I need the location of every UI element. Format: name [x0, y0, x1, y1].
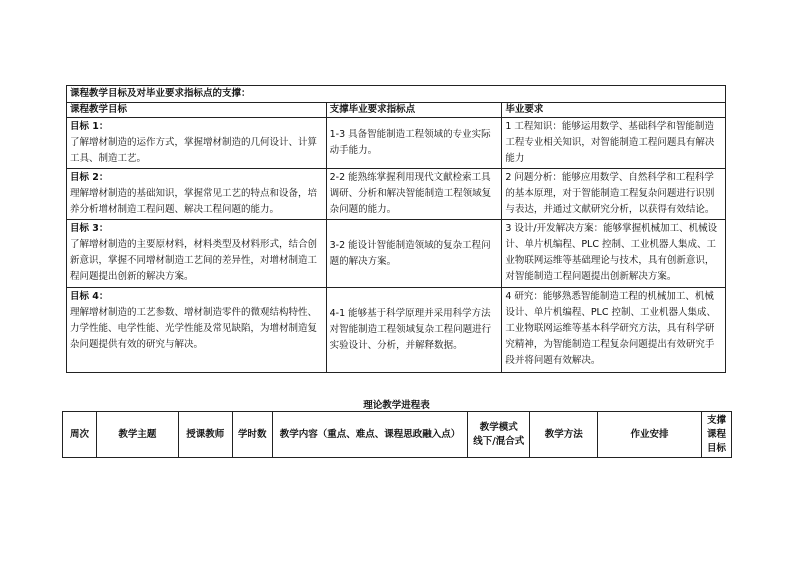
header-mode: 教学模式 线下/混合式	[468, 412, 530, 458]
goal-text: 了解增材制造的运作方式，掌握增材制造的几何设计、计算工具、制造工艺。	[70, 137, 318, 164]
goal-text: 了解增材制造的主要原材料，材料类型及材料形式，结合创新意识，掌握不同增材制造工艺间的差异性，对增材制造工程问题提出创新的解决方案。	[70, 239, 318, 282]
table-row	[67, 288, 726, 373]
schedule-title: 理论教学进程表	[363, 400, 430, 411]
schedule-table	[62, 411, 732, 458]
header-method: 教学方法	[530, 412, 598, 458]
goal-title: 目标 2：	[70, 172, 109, 183]
goal-title: 目标 4：	[70, 291, 109, 302]
goal-cell	[67, 288, 327, 373]
table-row	[67, 220, 726, 288]
table-caption: 课程教学目标及对毕业要求指标点的支撑：	[67, 86, 726, 103]
indicator-cell: 3-2 能设计智能制造领域的复杂工程问题的解决方案。	[326, 220, 502, 288]
indicator-cell: 1-3 具备智能制造工程领域的专业实际动手能力。	[326, 118, 502, 169]
header-teacher: 授课教师	[178, 412, 232, 458]
goal-cell	[67, 220, 327, 288]
goal-title: 目标 3：	[70, 223, 109, 234]
indicator-cell: 4-1 能够基于科学原理并采用科学方法对智能制造工程领域复杂工程问题进行实验设计、分析，并解释数据。	[326, 288, 502, 373]
goal-cell	[67, 118, 327, 169]
indicator-cell: 2-2 能熟练掌握利用现代文献检索工具调研、分析和解决智能制造工程领域复杂问题的能力。	[326, 169, 502, 220]
header-support-goal: 支撑 课程 目标	[701, 412, 731, 458]
requirement-cell: 4 研究：能够熟悉智能制造工程的机械加工、机械设计、单片机编程、PLC 控制、工业机器人集成、工业物联网运维等基本科学研究方法，具有科学研究精神，为智能制造工程复杂问题提出有效研究手段并将问题有效解决。	[502, 288, 726, 373]
header-indicator: 支撑毕业要求指标点	[326, 103, 502, 118]
header-homework: 作业安排	[598, 412, 702, 458]
goal-title: 目标 1：	[70, 121, 109, 132]
goal-text: 理解增材制造的基础知识，掌握常见工艺的特点和设备，培养分析增材制造工程问题、解决工程问题的能力。	[70, 188, 318, 215]
requirement-cell: 3 设计/开发解决方案：能够掌握机械加工、机械设计、单片机编程、PLC 控制、工业机器人集成、工业物联网运维等基础理论与技术，具有创新意识，对智能制造工程问题提出创新解决方案。	[502, 220, 726, 288]
goal-cell	[67, 169, 327, 220]
header-requirement: 毕业要求	[502, 103, 726, 118]
header-topic: 教学主题	[96, 412, 178, 458]
header-week: 周次	[63, 412, 97, 458]
header-content: 教学内容（重点、难点、课程思政融入点）	[272, 412, 468, 458]
table-row	[67, 169, 726, 220]
header-goal: 课程教学目标	[67, 103, 327, 118]
requirement-cell: 2 问题分析：能够应用数学、自然科学和工程科学的基本原理，对于智能制造工程复杂问题进行识别与表达，并通过文献研究分析，以获得有效结论。	[502, 169, 726, 220]
header-hours: 学时数	[232, 412, 272, 458]
goal-support-table	[66, 85, 726, 373]
requirement-cell: 1 工程知识：能够运用数学、基础科学和智能制造工程专业相关知识，对智能制造工程问题具有解决能力	[502, 118, 726, 169]
table-row	[67, 118, 726, 169]
goal-text: 理解增材制造的工艺参数、增材制造零件的微观结构特性、力学性能、电学性能、光学性能及常见缺陷，为增材制造复杂问题提供有效的研究与解决。	[70, 307, 318, 350]
